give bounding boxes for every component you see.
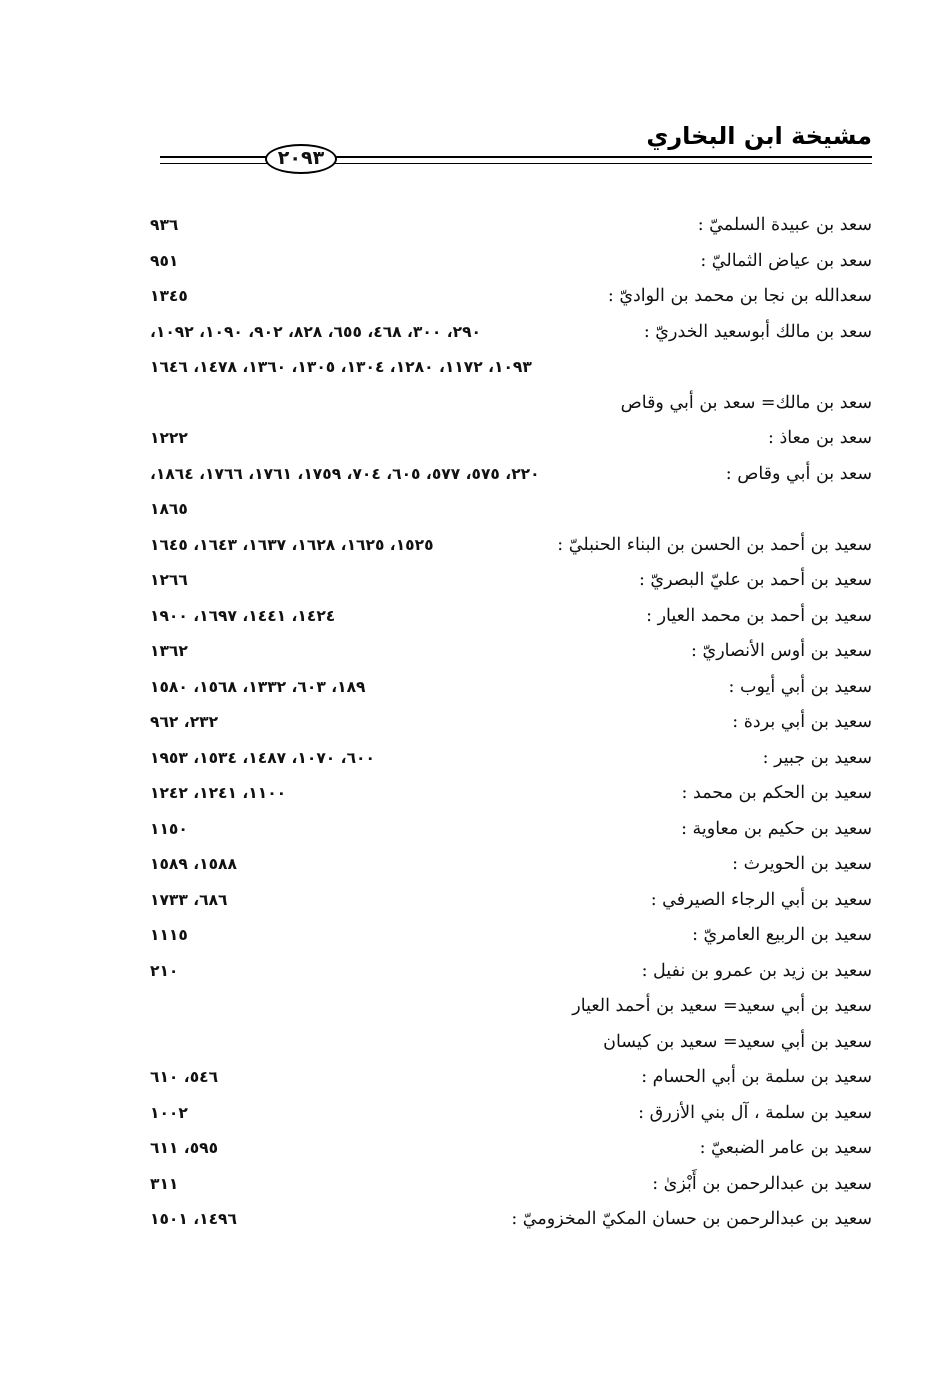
entry-refs: ٢٢٠، ٥٧٥، ٥٧٧، ٦٠٥، ٧٠٤، ١٧٥٩، ١٧٦١، ١٧٦٦، ١٨٦٤، [150,464,540,483]
index-entry [150,812,872,848]
entry-name: سعيد بن أحمد بن محمد العيار : [646,605,872,626]
entry-refs: ٥٩٥، ٦١١ [150,1139,219,1157]
entry-name: سعيد بن زيد بن عمرو بن نفيل : [641,960,872,981]
entry-name: سعيد بن حكيم بن معاوية : [681,818,872,839]
entry-name: سعيد بن الحكم بن محمد : [681,783,872,803]
index-entry-continuation [150,492,872,528]
entry-name: سعيد بن أبي الرجاء الصيرفي : [650,889,872,910]
page-header [150,118,872,178]
index-entry [150,883,872,919]
entry-name: سعد بن أبي وقاص : [725,463,872,484]
entry-refs: ١٤٢٤، ١٤٤١، ١٦٩٧، ١٩٠٠ [150,606,336,625]
entry-name: سعيد بن أبي بردة : [732,712,872,732]
entry-refs: ٥٤٦، ٦١٠ [150,1068,219,1086]
entry-refs: ٩٥١ [150,251,179,270]
index-entry [150,528,872,564]
entry-refs: ١٣٦٢ [150,642,188,660]
index-entry [150,705,872,741]
entry-name: سعيد بن أوس الأنصاريّ : [691,641,872,661]
index-entry [150,847,872,883]
index-entry [150,954,872,990]
index-entry [150,457,872,493]
index-entry [150,776,872,812]
entry-refs: ١٨٦٥ [150,500,188,518]
index-entry [150,1060,872,1096]
entry-name: سعيد بن سلمة بن أبي الحسام : [641,1067,872,1087]
entry-refs: ١٨٩، ٦٠٣، ١٣٣٢، ١٥٦٨، ١٥٨٠ [150,677,366,696]
index-entry [150,1131,872,1167]
entry-name: سعيد بن عامر الضبعيّ : [699,1138,872,1158]
entry-name: سعيد بن الربيع العامريّ : [692,925,872,945]
entry-refs: ١١٥٠ [150,819,188,838]
index-list [150,208,872,1238]
entry-refs: ٩٣٦ [150,216,179,234]
entry-name: سعيد بن أبي سعيد= سعيد بن أحمد العيار [572,996,872,1016]
entry-refs: ١٠٠٢ [150,1103,188,1122]
index-entry [150,599,872,635]
entry-refs: ١٤٩٦، ١٥٠١ [150,1210,237,1228]
book-title: مشيخة ابن البخاري [646,122,872,150]
entry-refs: ١١٠٠، ١٢٤١، ١٢٤٢ [150,784,287,802]
entry-name: سعدالله بن نجا بن محمد بن الواديّ : [607,286,872,306]
index-entry [150,1202,872,1238]
index-entry [150,989,872,1025]
entry-refs: ١٣٤٥ [150,287,188,305]
entry-refs: ٢٣٢، ٩٦٢ [150,713,219,731]
index-entry [150,1167,872,1203]
index-entry [150,918,872,954]
index-entry [150,1025,872,1061]
entry-name: سعد بن مالك أبوسعيد الخدريّ : [643,321,872,342]
entry-name: سعيد بن أحمد بن عليّ البصريّ : [638,570,872,590]
entry-refs: ١١١٥ [150,926,188,944]
entry-name: سعد بن مالك= سعد بن أبي وقاص [620,392,872,413]
entry-refs: ٢٩٠، ٣٠٠، ٤٦٨، ٦٥٥، ٨٢٨، ٩٠٢، ١٠٩٠، ١٠٩٢، [150,322,481,341]
entry-name: سعد بن معاذ : [767,428,872,448]
entry-refs: ١٢٢٢ [150,429,188,447]
index-entry [150,634,872,670]
entry-name: سعيد بن سلمة ، آل بني الأزرق : [638,1102,872,1123]
entry-refs: ١٢٦٦ [150,571,188,589]
entry-name: سعد بن عبيدة السلميّ : [697,215,872,235]
page-number: ٢٠٩٣ [265,144,337,174]
entry-name: سعيد بن عبدالرحمن بن أَبْزىٰ : [652,1173,872,1194]
index-entry [150,741,872,777]
entry-name: سعيد بن الحويرث : [732,854,872,874]
index-entry [150,208,872,244]
index-entry [150,279,872,315]
header-rule-left [160,156,270,164]
entry-refs: ٢١٠ [150,961,179,980]
entry-name: سعيد بن أبي سعيد= سعيد بن كيسان [603,1031,872,1052]
index-entry [150,244,872,280]
entry-name: سعد بن عياض الثماليّ : [700,250,872,271]
entry-refs: ٣١١ [150,1174,179,1193]
header-rule-right [332,156,872,164]
index-entry [150,670,872,706]
entry-refs: ٦٨٦، ١٧٣٣ [150,890,228,909]
entry-refs: ١٥٢٥، ١٦٢٥، ١٦٢٨، ١٦٣٧، ١٦٤٣، ١٦٤٥ [150,535,434,554]
index-entry [150,421,872,457]
entry-refs: ١٠٩٣، ١١٧٢، ١٢٨٠، ١٣٠٤، ١٣٠٥، ١٣٦٠، ١٤٧٨، ١٦٤٦ [150,358,532,376]
index-entry [150,386,872,422]
index-entry [150,315,872,351]
entry-refs: ٦٠٠، ١٠٧٠، ١٤٨٧، ١٥٣٤، ١٩٥٣ [150,748,375,767]
entry-name: سعيد بن أبي أيوب : [728,676,872,697]
index-entry [150,563,872,599]
index-entry-continuation [150,350,872,386]
index-entry [150,1096,872,1132]
entry-name: سعيد بن جبير : [762,747,872,768]
entry-name: سعيد بن عبدالرحمن بن حسان المكيّ المخزوميّ : [511,1209,872,1229]
entry-refs: ١٥٨٨، ١٥٨٩ [150,855,237,873]
entry-name: سعيد بن أحمد بن الحسن بن البناء الحنبليّ : [557,534,872,555]
